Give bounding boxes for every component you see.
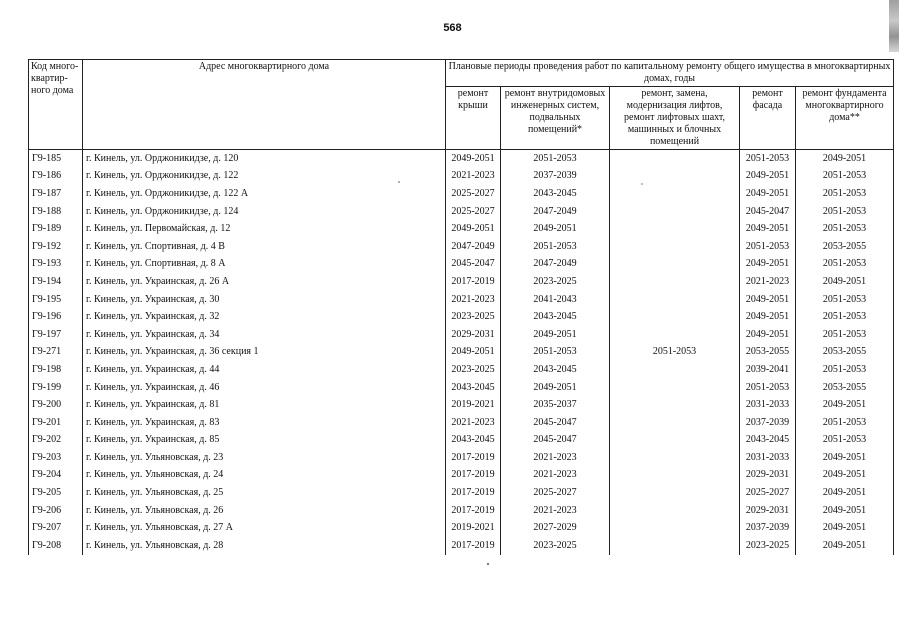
cell-lifts (610, 291, 740, 309)
cell-lifts (610, 238, 740, 256)
cell-systems: 2051-2053 (501, 150, 610, 168)
cell-foundation: 2049-2051 (796, 273, 894, 291)
cell-facade: 2021-2023 (740, 273, 796, 291)
cell-systems: 2045-2047 (501, 432, 610, 450)
cell-facade: 2049-2051 (740, 291, 796, 309)
cell-facade: 2051-2053 (740, 379, 796, 397)
cell-code: Г9-196 (29, 308, 83, 326)
cell-code: Г9-207 (29, 519, 83, 537)
cell-code: Г9-201 (29, 414, 83, 432)
cell-lifts (610, 432, 740, 450)
scan-speck (487, 563, 489, 565)
cell-facade: 2037-2039 (740, 519, 796, 537)
table-row (29, 379, 894, 397)
cell-roof: 2045-2047 (446, 256, 501, 274)
cell-facade: 2025-2027 (740, 484, 796, 502)
cell-roof: 2043-2045 (446, 379, 501, 397)
cell-roof: 2043-2045 (446, 432, 501, 450)
cell-code: Г9-208 (29, 537, 83, 555)
cell-facade: 2049-2051 (740, 220, 796, 238)
cell-code: Г9-198 (29, 361, 83, 379)
table-row (29, 308, 894, 326)
table-row (29, 185, 894, 203)
header-periods: Плановые периоды проведения работ по капитальному ремонту общего имущества в многоквартирных домах, годы (446, 60, 894, 87)
cell-systems: 2021-2023 (501, 449, 610, 467)
cell-address: г. Кинель, ул. Украинская, д. 46 (83, 379, 446, 397)
cell-foundation: 2049-2051 (796, 467, 894, 485)
cell-lifts (610, 519, 740, 537)
cell-code: Г9-204 (29, 467, 83, 485)
cell-code: Г9-187 (29, 185, 83, 203)
cell-address: г. Кинель, ул. Орджоникидзе, д. 120 (83, 150, 446, 168)
cell-lifts (610, 273, 740, 291)
scan-edge-mark (889, 0, 899, 52)
table-row (29, 344, 894, 362)
cell-lifts (610, 537, 740, 555)
scan-speck (641, 183, 643, 185)
cell-code: Г9-202 (29, 432, 83, 450)
cell-address: г. Кинель, ул. Украинская, д. 85 (83, 432, 446, 450)
cell-lifts (610, 449, 740, 467)
cell-roof: 2049-2051 (446, 344, 501, 362)
cell-code: Г9-197 (29, 326, 83, 344)
cell-lifts (610, 150, 740, 168)
cell-address: г. Кинель, ул. Украинская, д. 81 (83, 396, 446, 414)
table-row (29, 396, 894, 414)
cell-foundation: 2051-2053 (796, 168, 894, 186)
cell-address: г. Кинель, ул. Ульяновская, д. 23 (83, 449, 446, 467)
table-row (29, 203, 894, 221)
cell-systems: 2051-2053 (501, 344, 610, 362)
cell-roof: 2017-2019 (446, 484, 501, 502)
cell-roof: 2047-2049 (446, 238, 501, 256)
cell-roof: 2029-2031 (446, 326, 501, 344)
cell-code: Г9-193 (29, 256, 83, 274)
cell-facade: 2029-2031 (740, 502, 796, 520)
table-row (29, 432, 894, 450)
cell-facade: 2051-2053 (740, 150, 796, 168)
cell-systems: 2043-2045 (501, 185, 610, 203)
cell-address: г. Кинель, ул. Украинская, д. 44 (83, 361, 446, 379)
cell-foundation: 2051-2053 (796, 291, 894, 309)
cell-roof: 2017-2019 (446, 502, 501, 520)
cell-address: г. Кинель, ул. Украинская, д. 34 (83, 326, 446, 344)
cell-foundation: 2049-2051 (796, 150, 894, 168)
table-row (29, 449, 894, 467)
cell-address: г. Кинель, ул. Украинская, д. 30 (83, 291, 446, 309)
cell-foundation: 2053-2055 (796, 344, 894, 362)
cell-facade: 2053-2055 (740, 344, 796, 362)
cell-foundation: 2049-2051 (796, 502, 894, 520)
cell-code: Г9-192 (29, 238, 83, 256)
cell-code: Г9-188 (29, 203, 83, 221)
cell-roof: 2049-2051 (446, 220, 501, 238)
table-row (29, 502, 894, 520)
cell-foundation: 2053-2055 (796, 379, 894, 397)
cell-foundation: 2051-2053 (796, 361, 894, 379)
scan-speck (398, 181, 400, 183)
cell-facade: 2043-2045 (740, 432, 796, 450)
header-lifts: ремонт, замена, модернизация лифтов, ремонт лифтовых шахт, машинных и блочных помещений (610, 87, 740, 150)
cell-roof: 2017-2019 (446, 449, 501, 467)
cell-foundation: 2051-2053 (796, 203, 894, 221)
cell-code: Г9-206 (29, 502, 83, 520)
cell-foundation: 2051-2053 (796, 256, 894, 274)
cell-facade: 2049-2051 (740, 308, 796, 326)
cell-systems: 2021-2023 (501, 502, 610, 520)
header-foundation: ремонт фундамента многоквартирного дома** (796, 87, 894, 150)
table-row (29, 326, 894, 344)
cell-lifts (610, 308, 740, 326)
cell-roof: 2023-2025 (446, 361, 501, 379)
cell-systems: 2051-2053 (501, 238, 610, 256)
cell-code: Г9-186 (29, 168, 83, 186)
cell-systems: 2025-2027 (501, 484, 610, 502)
cell-foundation: 2051-2053 (796, 220, 894, 238)
header-facade: ремонт фасада (740, 87, 796, 150)
cell-systems: 2023-2025 (501, 537, 610, 555)
cell-lifts (610, 502, 740, 520)
cell-systems: 2041-2043 (501, 291, 610, 309)
cell-lifts (610, 414, 740, 432)
cell-lifts (610, 467, 740, 485)
cell-systems: 2045-2047 (501, 414, 610, 432)
cell-facade: 2023-2025 (740, 537, 796, 555)
table-row (29, 238, 894, 256)
cell-code: Г9-200 (29, 396, 83, 414)
cell-roof: 2019-2021 (446, 519, 501, 537)
cell-roof: 2017-2019 (446, 537, 501, 555)
cell-lifts (610, 203, 740, 221)
cell-address: г. Кинель, ул. Ульяновская, д. 27 А (83, 519, 446, 537)
cell-facade: 2049-2051 (740, 168, 796, 186)
table-row (29, 273, 894, 291)
cell-code: Г9-199 (29, 379, 83, 397)
cell-address: г. Кинель, ул. Орджоникидзе, д. 122 (83, 168, 446, 186)
cell-foundation: 2051-2053 (796, 414, 894, 432)
cell-address: г. Кинель, ул. Ульяновская, д. 25 (83, 484, 446, 502)
cell-facade: 2045-2047 (740, 203, 796, 221)
cell-foundation: 2051-2053 (796, 432, 894, 450)
cell-lifts (610, 220, 740, 238)
table-row (29, 361, 894, 379)
cell-systems: 2035-2037 (501, 396, 610, 414)
cell-address: г. Кинель, ул. Спортивная, д. 4 В (83, 238, 446, 256)
cell-facade: 2051-2053 (740, 238, 796, 256)
cell-address: г. Кинель, ул. Орджоникидзе, д. 124 (83, 203, 446, 221)
cell-foundation: 2053-2055 (796, 238, 894, 256)
cell-address: г. Кинель, ул. Украинская, д. 26 А (83, 273, 446, 291)
table-row (29, 220, 894, 238)
table-row (29, 291, 894, 309)
cell-facade: 2049-2051 (740, 185, 796, 203)
cell-code: Г9-185 (29, 150, 83, 168)
table-row (29, 414, 894, 432)
table-row (29, 484, 894, 502)
cell-foundation: 2051-2053 (796, 185, 894, 203)
cell-roof: 2017-2019 (446, 273, 501, 291)
table-row (29, 467, 894, 485)
cell-code: Г9-195 (29, 291, 83, 309)
cell-facade: 2037-2039 (740, 414, 796, 432)
cell-code: Г9-189 (29, 220, 83, 238)
table-row (29, 150, 894, 168)
table-body (29, 150, 894, 555)
cell-facade: 2031-2033 (740, 449, 796, 467)
cell-systems: 2047-2049 (501, 256, 610, 274)
cell-foundation: 2049-2051 (796, 396, 894, 414)
cell-foundation: 2049-2051 (796, 484, 894, 502)
header-systems: ремонт внутридомовых инженерных систем, подвальных помещений* (501, 87, 610, 150)
cell-foundation: 2049-2051 (796, 519, 894, 537)
cell-roof: 2025-2027 (446, 203, 501, 221)
cell-address: г. Кинель, ул. Ульяновская, д. 24 (83, 467, 446, 485)
cell-address: г. Кинель, ул. Ульяновская, д. 28 (83, 537, 446, 555)
cell-code: Г9-194 (29, 273, 83, 291)
cell-lifts (610, 396, 740, 414)
cell-address: г. Кинель, ул. Первомайская, д. 12 (83, 220, 446, 238)
cell-lifts (610, 256, 740, 274)
cell-roof: 2023-2025 (446, 308, 501, 326)
table-row (29, 537, 894, 555)
cell-lifts (610, 185, 740, 203)
cell-address: г. Кинель, ул. Спортивная, д. 8 А (83, 256, 446, 274)
cell-roof: 2019-2021 (446, 396, 501, 414)
cell-facade: 2039-2041 (740, 361, 796, 379)
header-address: Адрес многоквартирного дома (83, 60, 446, 150)
cell-code: Г9-205 (29, 484, 83, 502)
cell-facade: 2029-2031 (740, 467, 796, 485)
cell-lifts (610, 379, 740, 397)
cell-roof: 2017-2019 (446, 467, 501, 485)
cell-lifts (610, 168, 740, 186)
cell-roof: 2021-2023 (446, 414, 501, 432)
header-row-top (29, 60, 894, 87)
cell-systems: 2021-2023 (501, 467, 610, 485)
cell-roof: 2049-2051 (446, 150, 501, 168)
cell-roof: 2021-2023 (446, 291, 501, 309)
cell-address: г. Кинель, ул. Ульяновская, д. 26 (83, 502, 446, 520)
page-number: 568 (443, 22, 462, 34)
cell-facade: 2049-2051 (740, 326, 796, 344)
cell-foundation: 2051-2053 (796, 308, 894, 326)
cell-address: г. Кинель, ул. Украинская, д. 32 (83, 308, 446, 326)
cell-systems: 2043-2045 (501, 361, 610, 379)
cell-code: Г9-203 (29, 449, 83, 467)
cell-lifts: 2051-2053 (610, 344, 740, 362)
cell-systems: 2037-2039 (501, 168, 610, 186)
cell-systems: 2049-2051 (501, 220, 610, 238)
cell-systems: 2049-2051 (501, 326, 610, 344)
cell-lifts (610, 484, 740, 502)
cell-roof: 2025-2027 (446, 185, 501, 203)
cell-address: г. Кинель, ул. Украинская, д. 83 (83, 414, 446, 432)
cell-address: г. Кинель, ул. Украинская, д. 36 секция 1 (83, 344, 446, 362)
table-row (29, 519, 894, 537)
cell-systems: 2049-2051 (501, 379, 610, 397)
cell-lifts (610, 361, 740, 379)
capital-repair-table (28, 59, 894, 555)
cell-facade: 2049-2051 (740, 256, 796, 274)
table-row (29, 168, 894, 186)
cell-systems: 2027-2029 (501, 519, 610, 537)
cell-systems: 2023-2025 (501, 273, 610, 291)
cell-systems: 2043-2045 (501, 308, 610, 326)
cell-address: г. Кинель, ул. Орджоникидзе, д. 122 А (83, 185, 446, 203)
cell-roof: 2021-2023 (446, 168, 501, 186)
cell-lifts (610, 326, 740, 344)
cell-code: Г9-271 (29, 344, 83, 362)
header-code: Код много-квартир-ного дома (29, 60, 83, 150)
cell-foundation: 2049-2051 (796, 449, 894, 467)
table-row (29, 256, 894, 274)
header-roof: ремонт крыши (446, 87, 501, 150)
cell-foundation: 2051-2053 (796, 326, 894, 344)
cell-foundation: 2049-2051 (796, 537, 894, 555)
cell-systems: 2047-2049 (501, 203, 610, 221)
cell-facade: 2031-2033 (740, 396, 796, 414)
